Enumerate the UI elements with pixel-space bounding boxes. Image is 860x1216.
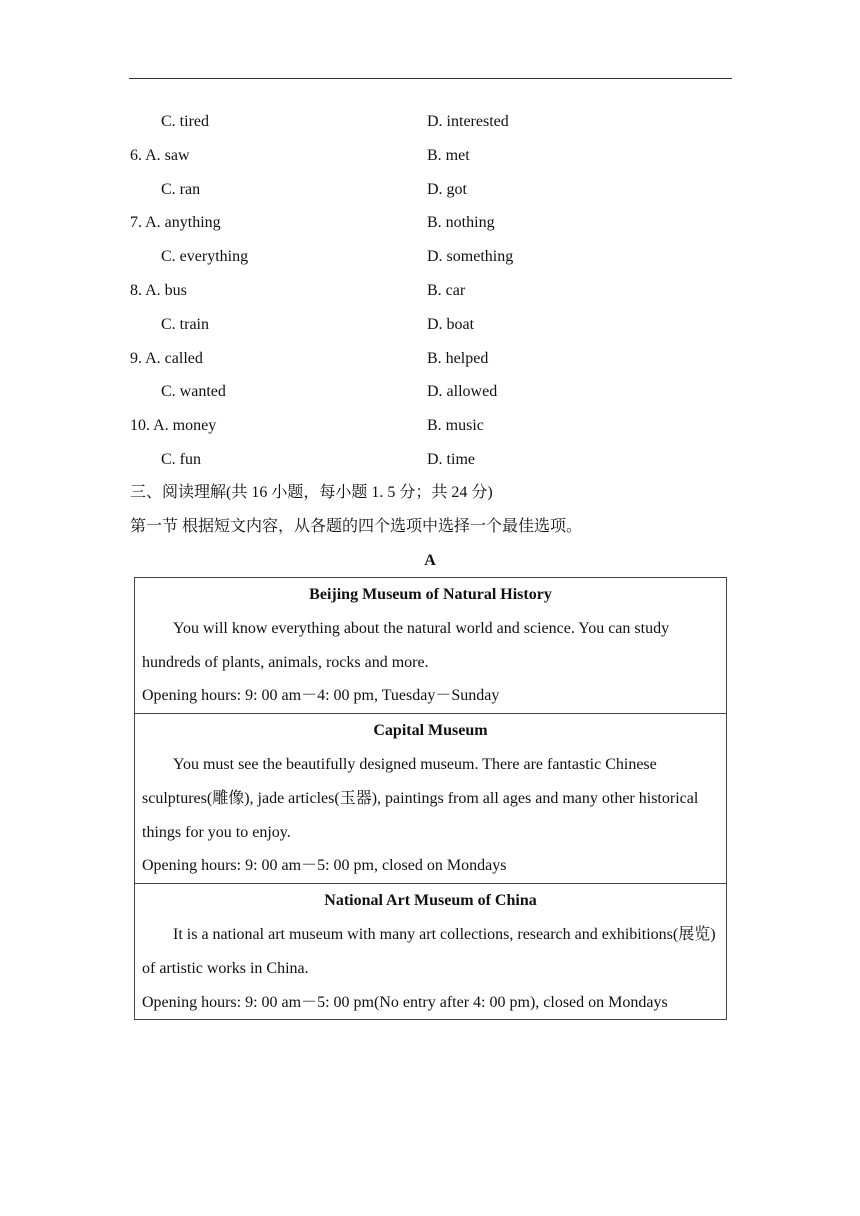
option-right: B. car [427, 281, 466, 299]
option-left: 10. A. money [130, 417, 217, 435]
museum-hours: Opening hours: 9: 00 am－4: 00 pm, Tuesday－Sunday [142, 687, 500, 705]
option-right: D. time [427, 450, 475, 468]
subsection-heading: 第一节 根据短文内容，从各题的四个选项中选择一个最佳选项。 [130, 518, 583, 535]
option-row [130, 308, 730, 342]
option-left: C. everything [161, 248, 249, 266]
museum-description: You will know everything about the natural world and science. You can study hundreds of plants, animals, rocks and more. [142, 619, 670, 671]
museum-hours: Opening hours: 9: 00 am－5: 00 pm, closed on Mondays [142, 857, 507, 875]
option-right: B. music [427, 417, 484, 435]
option-right: D. allowed [427, 383, 498, 401]
option-row [130, 274, 730, 308]
option-row [130, 443, 730, 477]
option-row [130, 139, 730, 173]
option-left: C. train [161, 315, 209, 333]
option-right: D. got [427, 180, 467, 198]
museum-hours: Opening hours: 9: 00 am－5: 00 pm(No entry after 4: 00 pm), closed on Mondays [142, 993, 668, 1011]
option-row [130, 342, 730, 376]
option-right: D. boat [427, 315, 475, 333]
museum-cell [135, 884, 727, 1020]
museum-cell [135, 578, 727, 714]
option-row [130, 173, 730, 207]
option-left: C. tired [161, 113, 209, 130]
option-row [130, 409, 730, 443]
header-rule [129, 78, 732, 79]
option-right: B. helped [427, 349, 489, 367]
museum-name: Beijing Museum of Natural History [309, 586, 552, 603]
option-left: 9. A. called [130, 349, 203, 367]
option-right: D. interested [427, 113, 509, 130]
option-row [130, 375, 730, 409]
museum-description: You must see the beautifully designed museum. There are fantastic Chinese sculptures(雕像), jade articles(玉器), paintings from all ages and many other historical things for you to enjoy. [142, 755, 699, 841]
option-left: 6. A. saw [130, 146, 190, 164]
option-right: B. met [427, 146, 470, 164]
option-left: C. ran [161, 180, 201, 198]
museum-cell [135, 714, 727, 884]
option-left: 7. A. anything [130, 214, 221, 232]
option-left: 8. A. bus [130, 281, 187, 299]
option-right: D. something [427, 248, 514, 266]
museum-name: National Art Museum of China [324, 892, 537, 910]
table-row [135, 578, 727, 714]
option-row [130, 240, 730, 274]
option-row [130, 105, 730, 139]
answer-options-list [130, 105, 730, 477]
table-row [135, 884, 727, 1020]
table-row [135, 714, 727, 884]
option-right: B. nothing [427, 214, 495, 232]
section-heading: 三、阅读理解(共 16 小题，每小题 1. 5 分；共 24 分) [130, 484, 493, 501]
museum-description: It is a national art museum with many art collections, research and exhibitions(展览) of artistic works in China. [142, 925, 716, 977]
option-row [130, 206, 730, 240]
museum-info-table [134, 577, 727, 1020]
passage-label: A [424, 552, 436, 569]
museum-name: Capital Museum [373, 722, 488, 740]
option-left: C. fun [161, 450, 201, 468]
option-left: C. wanted [161, 383, 226, 401]
